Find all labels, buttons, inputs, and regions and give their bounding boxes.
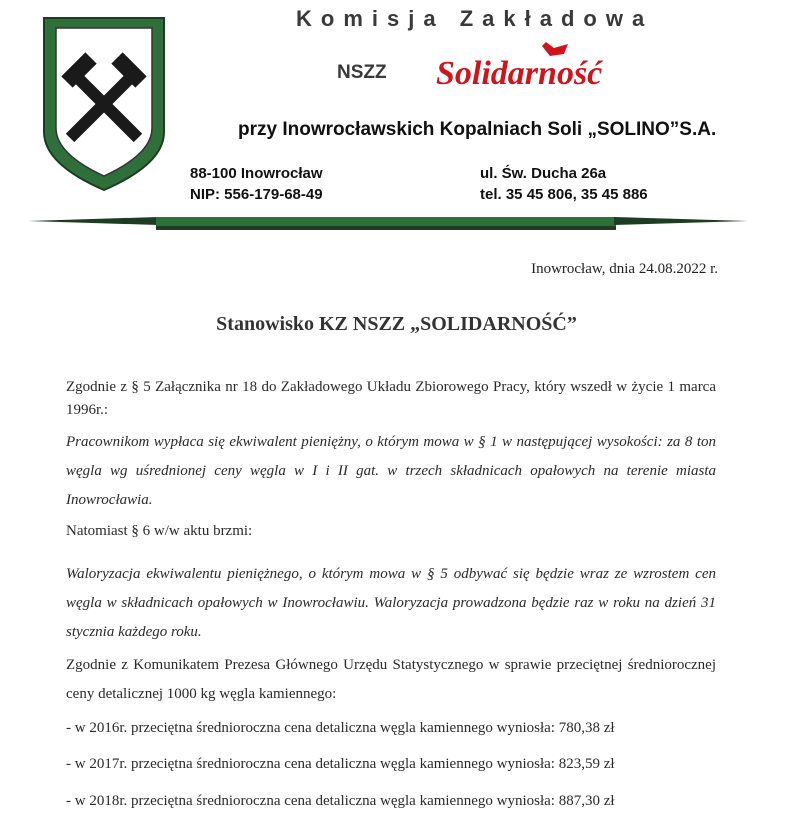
price-list-item: - w 2017r. przeciętna średnioroczna cena detaliczna węgla kamiennego wyniosła: 823,59 zł xyxy=(66,756,615,772)
price-list-item: - w 2016r. przeciętna średnioroczna cena detaliczna węgla kamiennego wyniosła: 780,38 zł xyxy=(66,720,615,736)
address-street: ul. Św. Ducha 26a xyxy=(480,165,607,182)
paragraph-quote-6: Waloryzacja ekwiwalentu pieniężnego, o którym mowa w § 5 odbywać się będzie wraz ze wzrostem cen węgla w składnicach opałowych w Inowrocławiu. Waloryzacja prowadzona będzie raz w roku na dzień 31 stycznia każdego roku. xyxy=(66,566,716,640)
org-name: Komisja Zakładowa xyxy=(296,6,654,31)
document-title: Stanowisko KZ NSZZ „SOLIDARNOŚĆ” xyxy=(216,313,577,335)
logo-text: Solidarność xyxy=(436,55,603,92)
nszz-label: NSZZ xyxy=(337,62,387,83)
address-city: 88-100 Inowrocław xyxy=(190,165,323,182)
header-divider xyxy=(28,211,748,233)
organization-place: przy Inowrocławskich Kopalniach Soli „SOLINO”S.A. xyxy=(238,119,717,140)
document-date: Inowrocław, dnia 24.08.2022 r. xyxy=(531,261,718,277)
nip-number: NIP: 556-179-68-49 xyxy=(190,186,323,203)
paragraph-intro: Zgodnie z § 5 Załącznika nr 18 do Zakładowego Układu Zbiorowego Pracy, który wszedł w życie 1 marca 1996r.: xyxy=(66,379,716,418)
solidarnosc-logo-icon xyxy=(432,40,612,100)
paragraph-gus: Zgodnie z Komunikatem Prezesa Głównego Urzędu Statystycznego w sprawie przeciętnej średniorocznej ceny detalicznej 1000 kg węgla kamiennego: xyxy=(66,657,716,702)
paragraph-section-6: Natomiast § 6 w/w aktu brzmi: xyxy=(66,523,253,539)
union-shield-logo-icon xyxy=(40,14,168,194)
phone-numbers: tel. 35 45 806, 35 45 886 xyxy=(480,186,648,203)
price-list-item: - w 2018r. przeciętna średnioroczna cena detaliczna węgla kamiennego wyniosła: 887,30 zł xyxy=(66,793,615,809)
paragraph-quote-5: Pracownikom wypłaca się ekwiwalent pieniężny, o którym mowa w § 1 w następującej wysokości: za 8 ton węgla wg uśrednionej ceny węgla w I i II gat. w trzech składnicach opałowych na terenie miasta Inowrocławia. xyxy=(66,434,716,508)
